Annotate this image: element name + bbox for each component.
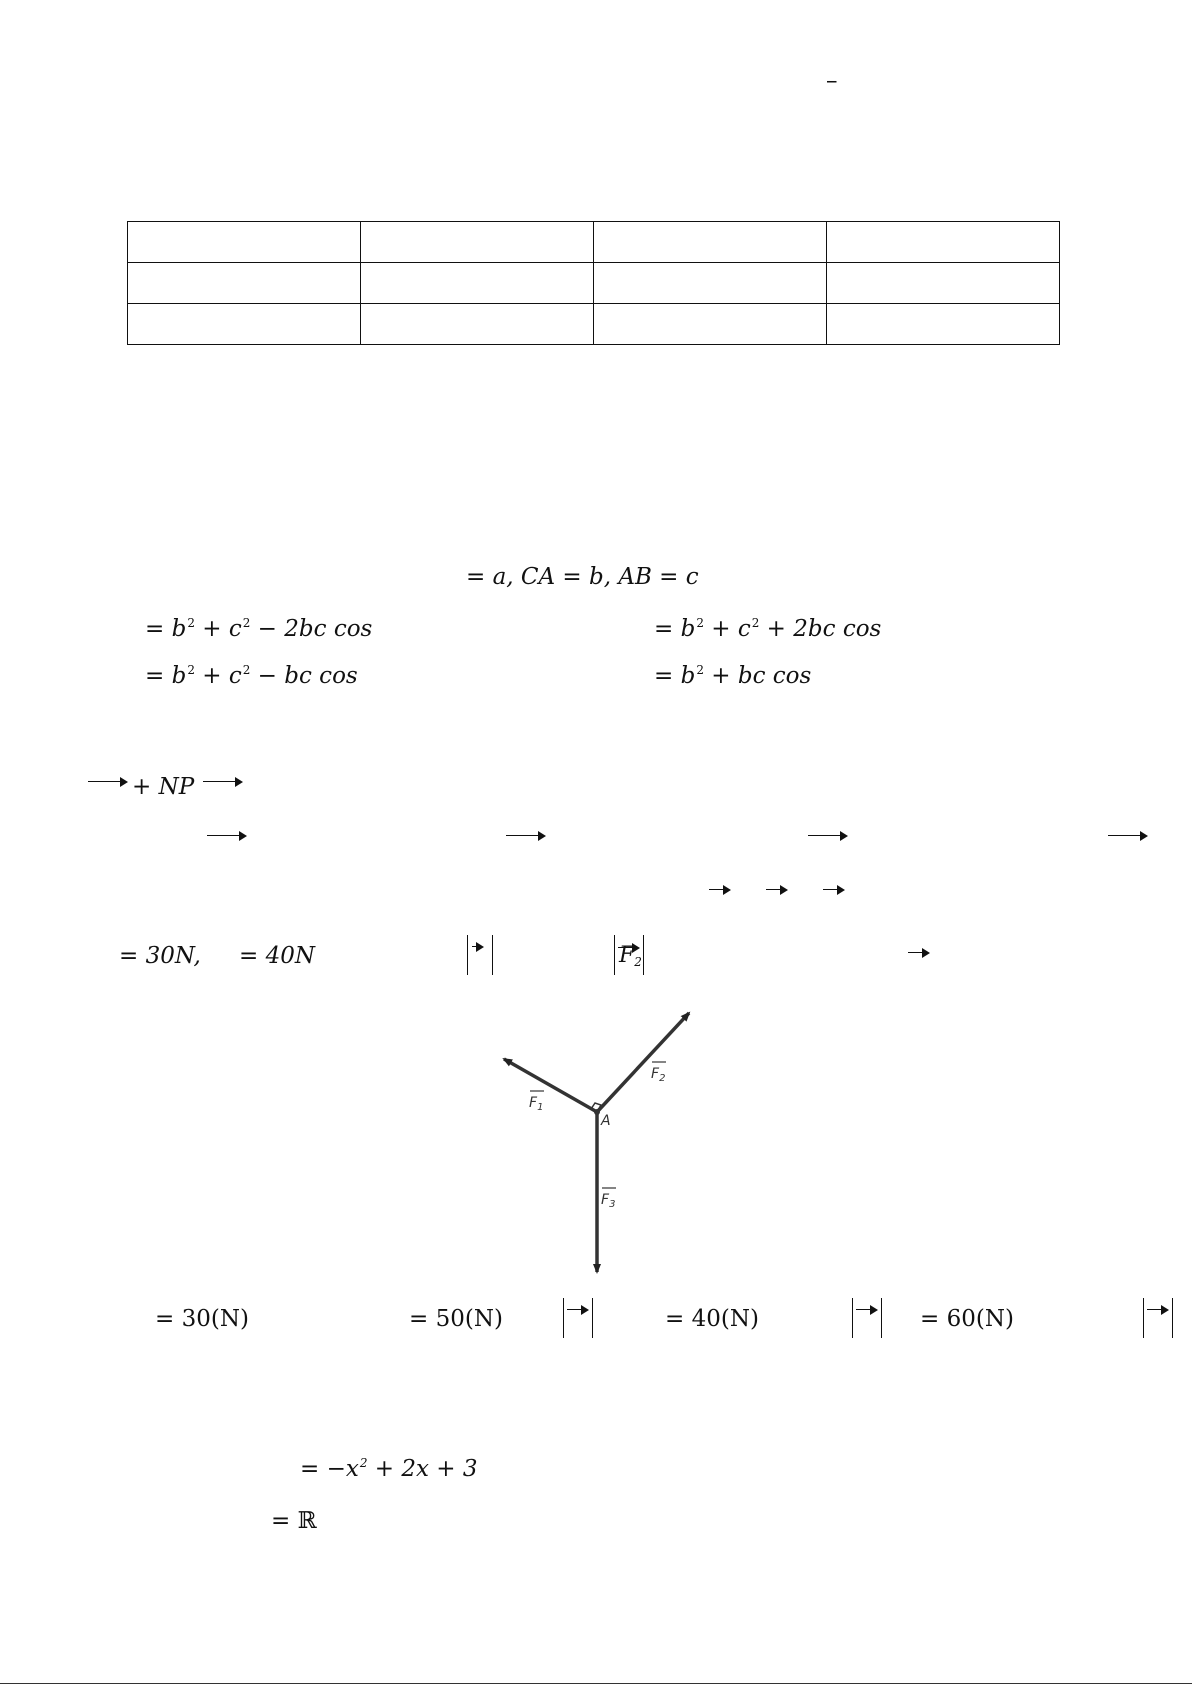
cosine-option-b xyxy=(654,616,881,642)
vector-arrow xyxy=(766,885,788,895)
answer-b-arrow xyxy=(506,831,546,841)
cosine-option-c xyxy=(145,663,358,689)
table-row xyxy=(128,263,1060,304)
cosine-option-a xyxy=(145,616,372,642)
option-prefix: = b xyxy=(654,663,696,689)
option-part: + c xyxy=(703,616,751,642)
magnitude-bars xyxy=(614,935,644,975)
vector-arrow xyxy=(567,1305,589,1315)
given-f1: = 30N, xyxy=(119,943,201,969)
answer-a-arrow xyxy=(207,831,247,841)
table-cell xyxy=(594,304,827,345)
answer-table xyxy=(127,221,1060,345)
f2-vector xyxy=(597,1013,689,1112)
f1-vector xyxy=(504,1059,597,1112)
option-prefix: = b xyxy=(145,663,187,689)
table-cell xyxy=(827,263,1060,304)
force-diagram xyxy=(495,1008,705,1278)
magnitude-bars-c xyxy=(1143,1298,1173,1338)
magnitude-bars-b xyxy=(852,1298,882,1338)
table-cell xyxy=(361,304,594,345)
option-part: + c xyxy=(194,616,242,642)
option-part: − 2bc cos xyxy=(250,616,373,642)
answer-d-arrow xyxy=(1108,831,1148,841)
function-formula: = $-x^2 + 2x + 3$ xyxy=(300,1456,478,1482)
vector-arrow xyxy=(88,777,128,787)
magnitude-bars xyxy=(467,935,493,975)
f3-label: $F_3$ xyxy=(601,1192,616,1210)
vector-arrow xyxy=(856,1305,878,1315)
vector-arrow xyxy=(908,948,930,958)
answer-c-arrow xyxy=(808,831,848,841)
option-part: − bc cos xyxy=(250,663,358,689)
point-a xyxy=(594,1109,600,1115)
table-cell xyxy=(361,222,594,263)
table-row xyxy=(128,222,1060,263)
answer-d: = 60(N) xyxy=(920,1306,1014,1332)
cosine-option-d xyxy=(654,663,811,689)
option-part: + c xyxy=(194,663,242,689)
answer-b: = 50(N) xyxy=(409,1306,503,1332)
exponent: 2 xyxy=(696,663,704,677)
exponent: 2 xyxy=(696,616,704,630)
exponent: 2 xyxy=(187,616,195,630)
vector-arrow xyxy=(203,777,243,787)
vector-arrow xyxy=(1147,1305,1169,1315)
table-cell xyxy=(128,304,361,345)
option-prefix: = b xyxy=(145,616,187,642)
table-cell xyxy=(128,222,361,263)
answer-c: = 40(N) xyxy=(665,1306,759,1332)
vector-arrow xyxy=(472,942,484,952)
table-row xyxy=(128,304,1060,345)
option-part: + 2bc cos xyxy=(759,616,882,642)
f1-label: $F_1$ xyxy=(529,1095,544,1113)
exponent: 2 xyxy=(187,663,195,677)
point-a-label: A xyxy=(601,1113,611,1129)
option-part: + bc cos xyxy=(703,663,812,689)
answer-a: = 30(N) xyxy=(155,1306,249,1332)
exponent: 2 xyxy=(242,663,251,677)
f2-symbol: $F_2$ xyxy=(619,943,642,969)
header-dash: – xyxy=(826,68,838,94)
table-cell xyxy=(128,263,361,304)
cosine-given: = a, CA = b, AB = c xyxy=(466,564,699,590)
page-bottom-rule xyxy=(0,1683,1192,1684)
vector-sum-term: + NP xyxy=(132,774,195,800)
vector-arrow xyxy=(709,885,731,895)
vector-arrow xyxy=(823,885,845,895)
function-domain: = ℝ xyxy=(271,1508,317,1534)
exponent: 2 xyxy=(242,616,251,630)
option-prefix: = b xyxy=(654,616,696,642)
given-f2: = 40N xyxy=(239,943,315,969)
table-cell xyxy=(827,304,1060,345)
table-cell xyxy=(594,263,827,304)
table-cell xyxy=(827,222,1060,263)
table-cell xyxy=(594,222,827,263)
f2-label: $F_2$ xyxy=(651,1066,666,1084)
exponent: 2 xyxy=(751,616,760,630)
magnitude-bars-a xyxy=(563,1298,593,1338)
table-cell xyxy=(361,263,594,304)
